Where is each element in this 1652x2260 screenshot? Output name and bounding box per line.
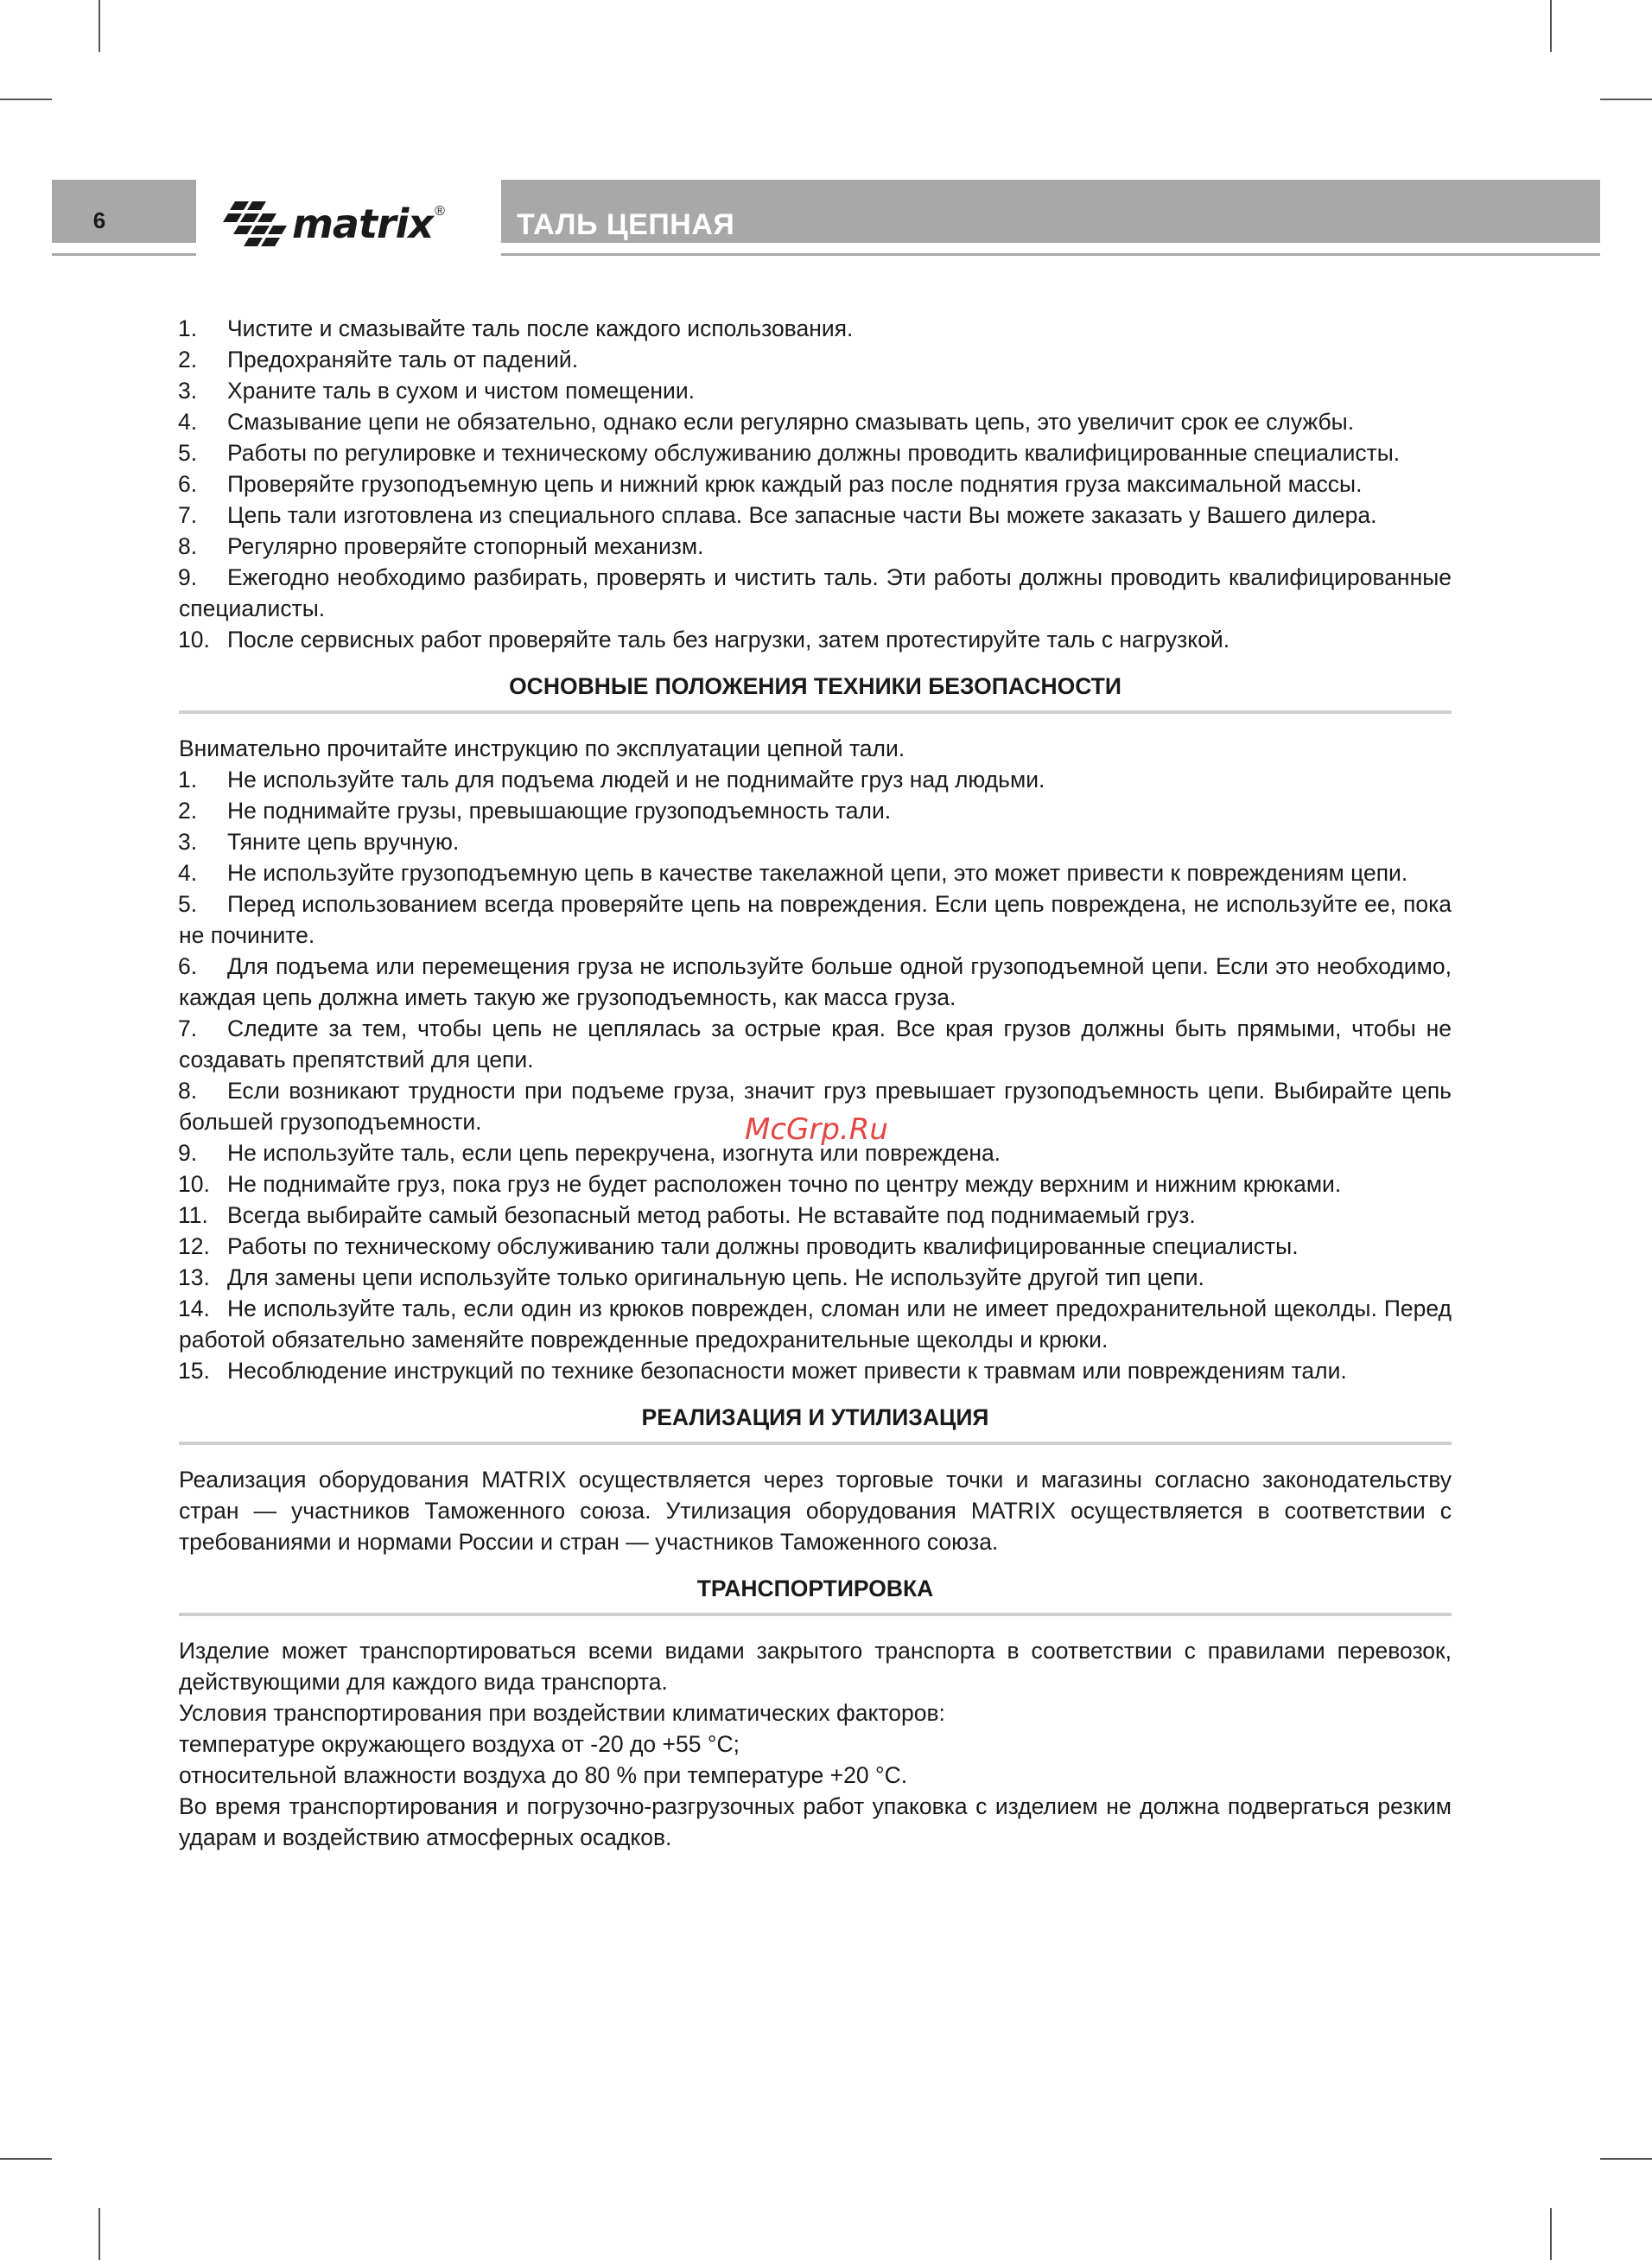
list-item: 1. Чистите и смазывайте таль после каждого использования. (178, 315, 854, 341)
list-item: 2. Не поднимайте грузы, превышающие грузоподъемность тали. (178, 798, 892, 824)
crop-mark (1600, 2158, 1652, 2160)
transport-paragraph: Во время транспортирования и погрузочно-разгрузочных работ упаковка с изделием не должна подвергаться резким ударам и воздействию атмосферных осадков. (179, 1793, 1452, 1850)
brand-name: matrix (292, 201, 434, 247)
disposal-text: Реализация оборудования MATRIX осуществляется через торговые точки и магазины согласно законодательству стран — участников Таможенного союза. Утилизация оборудования MATRIX осуществляется в соответствии с требованиями и нормами России и стран — участников Таможенного союза. (179, 1467, 1452, 1555)
matrix-logo-icon (223, 200, 290, 248)
list-item: 11. Всегда выбирайте самый безопасный метод работы. Не вставайте под поднимаемый груз. (178, 1202, 1196, 1228)
crop-mark (98, 0, 100, 52)
crop-mark (1550, 0, 1552, 52)
watermark: McGrp.Ru (745, 1112, 888, 1147)
page-content (179, 313, 1452, 1853)
list-item: 3. Храните таль в сухом и чистом помещении. (178, 378, 696, 404)
crop-mark (98, 2208, 100, 2260)
list-item: 4. Смазывание цепи не обязательно, однако если регулярно смазывать цепь, это увеличит срок ее службы. (178, 409, 1355, 435)
transport-section (179, 1635, 1452, 1853)
list-item: 12. Работы по техническому обслуживанию тали должны проводить квалифицированные специалисты. (178, 1233, 1299, 1259)
list-item: 7. Цепь тали изготовлена из специального сплава. Все запасные части Вы можете заказать у Вашего дилера. (178, 502, 1377, 528)
list-item: 9. Ежегодно необходимо разбирать, проверять и чистить таль. Эти работы должны проводить квалифицированные специалисты. (178, 564, 1452, 621)
list-item: 10. Не поднимайте груз, пока груз не будет расположен точно по центру между верхним и нижним крюками. (178, 1171, 1342, 1197)
list-item: 9. Не используйте таль, если цепь перекручена, изогнута или повреждена. (178, 1140, 1001, 1166)
list-item: 5. Работы по регулировке и техническому обслуживанию должны проводить квалифицированные специалисты. (178, 440, 1401, 466)
list-item: 3. Тяните цепь вручную. (178, 829, 460, 855)
list-item: 15. Несоблюдение инструкций по технике безопасности может привести к травмам или повреждениям тали. (178, 1358, 1347, 1384)
list-item: 10. После сервисных работ проверяйте таль без нагрузки, затем протестируйте таль с нагрузкой. (178, 627, 1230, 653)
list-item: 8. Если возникают трудности при подъеме груза, значит груз превышает грузоподъемность цепи. Выбирайте цепь большей грузоподъемности. (178, 1078, 1452, 1135)
crop-mark (0, 99, 52, 100)
transport-paragraph: Изделие может транспортироваться всеми видами закрытого транспорта в соответствии с правилами перевозок, действующими для каждого вида транспорта. (179, 1638, 1452, 1695)
list-item: 7. Следите за тем, чтобы цепь не цеплялась за острые края. Все края грузов должны быть прямыми, чтобы не создавать препятствий для цепи. (178, 1015, 1452, 1073)
list-item: 6. Для подъема или перемещения груза не используйте больше одной грузоподъемной цепи. Если это необходимо, каждая цепь должна иметь такую же грузоподъемность, как масса груза. (178, 953, 1452, 1010)
safety-intro: Внимательно прочитайте инструкцию по эксплуатации цепной тали. (179, 735, 905, 761)
header-left-rule (52, 253, 196, 256)
list-item: 13. Для замены цепи используйте только оригинальную цепь. Не используйте другой тип цепи. (178, 1264, 1204, 1290)
safety-heading: ОСНОВНЫЕ ПОЛОЖЕНИЯ ТЕХНИКИ БЕЗОПАСНОСТИ (179, 671, 1452, 714)
disposal-heading: РЕАЛИЗАЦИЯ И УТИЛИЗАЦИЯ (179, 1402, 1452, 1445)
transport-heading: ТРАНСПОРТИРОВКА (179, 1573, 1452, 1616)
header-title-rule (501, 253, 1600, 256)
list-item: 1. Не используйте таль для подъема людей и не поднимайте груз над людьми. (178, 767, 1045, 793)
safety-section (179, 733, 1452, 1386)
crop-mark (1600, 99, 1652, 100)
document-title: ТАЛЬ ЦЕПНАЯ (517, 208, 735, 241)
transport-paragraph: относительной влажности воздуха до 80 % при температуре +20 °С. (179, 1762, 908, 1788)
list-item: 6. Проверяйте грузоподъемную цепь и нижний крюк каждый раз после поднятия груза максимальной массы. (178, 471, 1363, 497)
maintenance-list (179, 313, 1452, 655)
crop-mark (1550, 2208, 1552, 2260)
list-item: 14. Не используйте таль, если один из крюков поврежден, сломан или не имеет предохранительной щеколды. Перед работой обязательно заменяйте поврежденные предохранительные щеколды и крюки. (178, 1296, 1452, 1353)
list-item: 2. Предохраняйте таль от падений. (178, 347, 579, 372)
registered-mark: ® (435, 204, 445, 219)
list-item: 5. Перед использованием всегда проверяйте цепь на повреждения. Если цепь повреждена, не используйте ее, пока не почините. (178, 891, 1452, 948)
page-number: 6 (92, 207, 106, 233)
brand-logo (223, 197, 445, 251)
list-item: 4. Не используйте грузоподъемную цепь в качестве такелажной цепи, это может привести к повреждениям цепи. (178, 860, 1408, 886)
transport-paragraph: температуре окружающего воздуха от -20 до +55 °С; (179, 1731, 740, 1757)
transport-paragraph: Условия транспортирования при воздействии климатических факторов: (179, 1700, 945, 1726)
list-item: 8. Регулярно проверяйте стопорный механизм. (178, 533, 704, 559)
crop-mark (0, 2158, 52, 2160)
